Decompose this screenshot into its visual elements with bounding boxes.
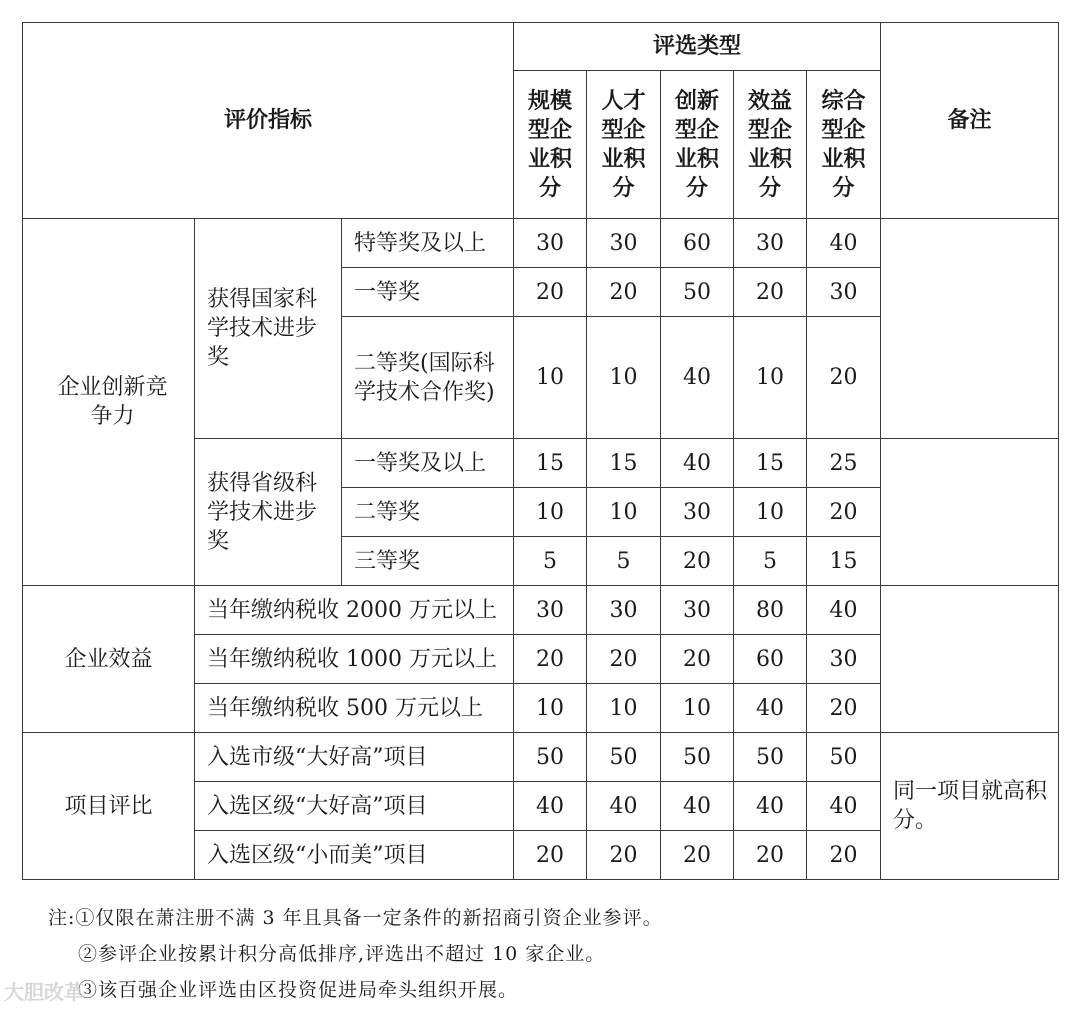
score-cell: 60 [734, 635, 807, 684]
score-cell: 40 [807, 586, 881, 635]
score-cell: 40 [807, 782, 881, 831]
score-cell: 5 [514, 537, 587, 586]
row-label: 三等奖 [342, 537, 514, 586]
score-cell: 10 [587, 317, 661, 439]
header-type-comprehensive: 综合 型企 业积 分 [807, 71, 881, 219]
header-indicator: 评价指标 [23, 23, 514, 219]
score-cell: 30 [807, 268, 881, 317]
score-cell: 15 [807, 537, 881, 586]
score-cell: 50 [587, 733, 661, 782]
score-cell: 5 [734, 537, 807, 586]
note-1: 注:①仅限在萧注册不满 3 年且具备一定条件的新招商引资企业参评。 [48, 907, 663, 929]
score-cell: 20 [587, 268, 661, 317]
score-cell: 10 [734, 488, 807, 537]
score-cell: 20 [807, 831, 881, 880]
score-cell: 20 [807, 488, 881, 537]
header-remark: 备注 [881, 23, 1059, 219]
score-cell: 10 [661, 684, 734, 733]
score-cell: 20 [661, 831, 734, 880]
row-label: 入选市级“大好高”项目 [195, 733, 514, 782]
remark-project: 同一项目就高积分。 [881, 733, 1059, 880]
row-label: 当年缴纳税收 1000 万元以上 [195, 635, 514, 684]
score-cell: 30 [514, 586, 587, 635]
score-cell: 40 [587, 782, 661, 831]
row-label: 一等奖及以上 [342, 439, 514, 488]
score-cell: 40 [514, 782, 587, 831]
score-cell: 30 [587, 219, 661, 268]
score-cell: 10 [587, 488, 661, 537]
score-cell: 50 [661, 733, 734, 782]
score-cell: 20 [514, 268, 587, 317]
remark-cell-empty [881, 219, 1059, 439]
score-cell: 60 [661, 219, 734, 268]
group-label-project: 项目评比 [23, 733, 195, 880]
score-cell: 50 [734, 733, 807, 782]
table-row [23, 219, 1059, 268]
score-cell: 20 [661, 537, 734, 586]
score-cell: 20 [734, 268, 807, 317]
score-cell: 50 [661, 268, 734, 317]
score-cell: 40 [661, 782, 734, 831]
row-label: 二等奖 [342, 488, 514, 537]
score-cell: 10 [587, 684, 661, 733]
score-cell: 5 [587, 537, 661, 586]
remark-cell-empty [881, 586, 1059, 733]
score-cell: 10 [514, 317, 587, 439]
header-selection-type: 评选类型 [514, 23, 881, 71]
score-cell: 20 [514, 635, 587, 684]
score-cell: 40 [807, 219, 881, 268]
score-cell: 10 [514, 488, 587, 537]
score-cell: 30 [661, 488, 734, 537]
row-label: 特等奖及以上 [342, 219, 514, 268]
score-cell: 20 [734, 831, 807, 880]
header-type-talent: 人才 型企 业积 分 [587, 71, 661, 219]
row-label: 入选区级“小而美”项目 [195, 831, 514, 880]
score-cell: 50 [807, 733, 881, 782]
row-label: 入选区级“大好高”项目 [195, 782, 514, 831]
score-cell: 30 [734, 219, 807, 268]
group-label-innovation: 企业创新竞争力 [23, 219, 195, 586]
subgroup-label-national: 获得国家科学技术进步奖 [195, 219, 342, 439]
row-label: 一等奖 [342, 268, 514, 317]
group-label-benefit: 企业效益 [23, 586, 195, 733]
score-cell: 30 [807, 635, 881, 684]
table-notes [48, 900, 1048, 1008]
score-cell: 40 [661, 317, 734, 439]
watermark: 大胆改革 [4, 980, 84, 1004]
score-cell: 30 [661, 586, 734, 635]
scoring-table [22, 22, 1059, 880]
row-label: 当年缴纳税收 500 万元以上 [195, 684, 514, 733]
score-cell: 80 [734, 586, 807, 635]
row-label: 当年缴纳税收 2000 万元以上 [195, 586, 514, 635]
score-cell: 30 [587, 586, 661, 635]
score-cell: 20 [807, 684, 881, 733]
score-cell: 20 [661, 635, 734, 684]
score-cell: 40 [661, 439, 734, 488]
score-cell: 40 [734, 782, 807, 831]
score-cell: 25 [807, 439, 881, 488]
score-cell: 50 [514, 733, 587, 782]
score-cell: 20 [587, 831, 661, 880]
score-cell: 15 [587, 439, 661, 488]
remark-cell-empty [881, 439, 1059, 586]
score-cell: 20 [807, 317, 881, 439]
score-cell: 10 [734, 317, 807, 439]
score-cell: 15 [734, 439, 807, 488]
note-2: ②参评企业按累计积分高低排序,评选出不超过 10 家企业。 [78, 943, 606, 965]
header-type-innovation: 创新 型企 业积 分 [661, 71, 734, 219]
score-cell: 10 [514, 684, 587, 733]
header-type-benefit: 效益 型企 业积 分 [734, 71, 807, 219]
header-type-scale: 规模 型企 业积 分 [514, 71, 587, 219]
row-label: 二等奖(国际科学技术合作奖) [342, 317, 514, 439]
subgroup-label-provincial: 获得省级科学技术进步奖 [195, 439, 342, 586]
table-row [23, 586, 1059, 635]
score-cell: 15 [514, 439, 587, 488]
score-cell: 20 [587, 635, 661, 684]
table-row [23, 733, 1059, 782]
note-3: ③该百强企业评选由区投资促进局牵头组织开展。 [78, 979, 519, 1001]
score-cell: 30 [514, 219, 587, 268]
score-cell: 20 [514, 831, 587, 880]
score-cell: 40 [734, 684, 807, 733]
